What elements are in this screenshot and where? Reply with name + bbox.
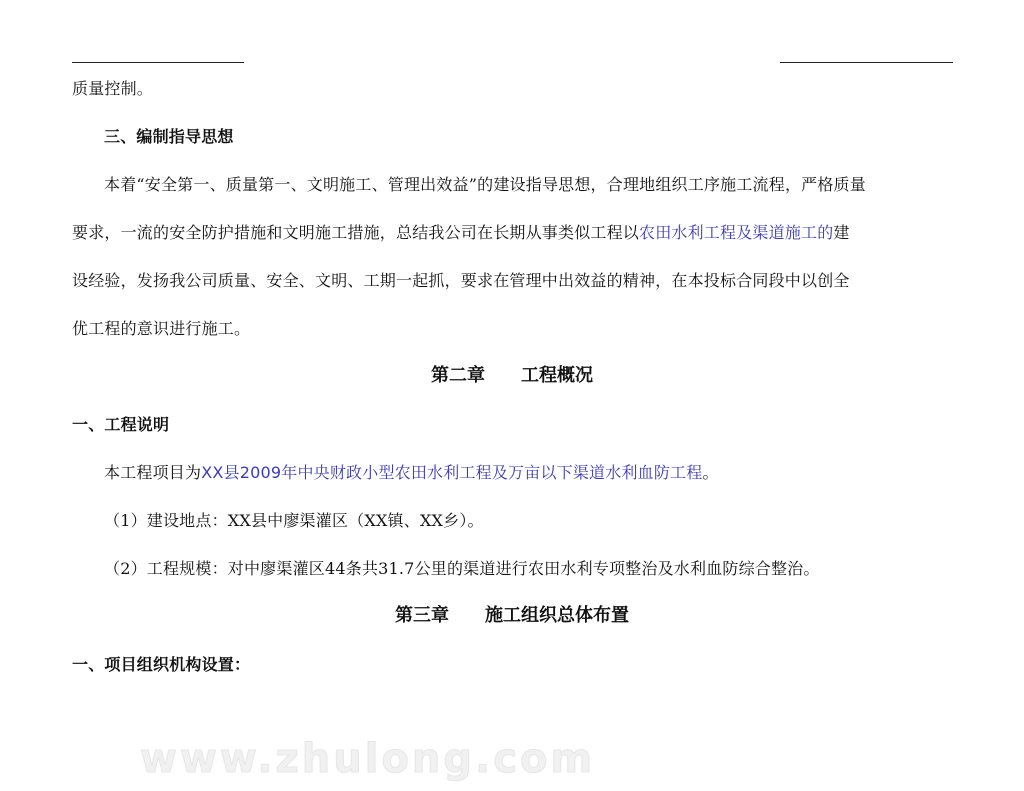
item-location: （1）建设地点：XX县中廖渠灌区（XX镇、XX乡）。	[104, 511, 484, 530]
header-rule-left	[72, 62, 244, 63]
paragraph-quality-end: 质量控制。	[72, 79, 154, 98]
desc-paragraph	[104, 460, 954, 483]
item-scale: （2）工程规模：对中廖渠灌区44条共31.7公里的渠道进行农田水利专项整治及水利血防综合整治。	[104, 559, 820, 578]
guiding-line-2	[72, 220, 954, 243]
desc-text-b: 。	[702, 463, 719, 482]
section-heading-guiding: 三、编制指导思想	[104, 127, 234, 146]
chapter-3-title: 第三章 施工组织总体布置	[395, 605, 629, 626]
header-rule-right	[780, 62, 953, 63]
section-heading-org: 一、项目组织机构设置：	[72, 655, 251, 674]
desc-text-a: 本工程项目为	[104, 463, 202, 482]
guiding-line-4: 优工程的意识进行施工。	[72, 319, 251, 338]
chapter-2-title: 第二章 工程概况	[431, 365, 593, 386]
guiding-link[interactable]: 农田水利工程及渠道施工的	[639, 223, 834, 242]
watermark-text: www.zhulong.com	[140, 736, 596, 782]
guiding-line-2-text-a: 要求，一流的安全防护措施和文明施工措施，总结我公司在长期从事类似工程以	[72, 223, 640, 242]
section-heading-desc: 一、工程说明	[72, 415, 170, 434]
project-link[interactable]: XX县2009年中央财政小型农田水利工程及万亩以下渠道水利血防工程	[201, 463, 703, 482]
guiding-line-3: 设经验，发扬我公司质量、安全、文明、工期一起抓，要求在管理中出效益的精神，在本投标合同段中以创全	[72, 271, 850, 290]
guiding-line-1: 本着“安全第一、质量第一、文明施工、管理出效益”的建设指导思想，合理地组织工序施工流程，严格质量	[104, 175, 866, 194]
guiding-line-2-text-b: 建	[833, 223, 850, 242]
